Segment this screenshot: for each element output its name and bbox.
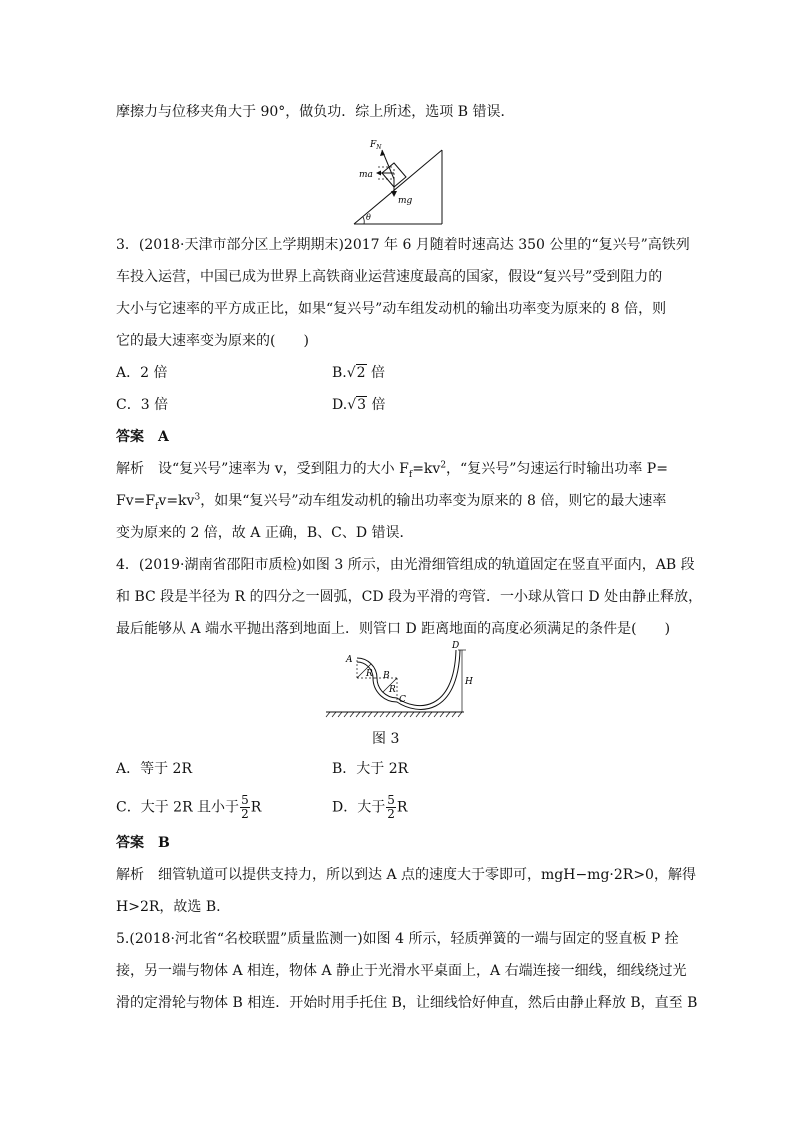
label-b: B bbox=[383, 671, 390, 681]
incline-force-diagram bbox=[350, 136, 450, 228]
label-c: C bbox=[399, 695, 406, 705]
label-r2: R bbox=[389, 685, 396, 695]
fn-label: $F_N$ bbox=[370, 140, 382, 151]
q5-line-2: 接，另一端与物体 A 相连，物体 A 静止于光滑水平桌面上，A 右端连接一细线，细线绕过光 bbox=[116, 963, 687, 979]
q3-option-c: C．3 倍 bbox=[116, 397, 169, 413]
q4-line-1: 4．(2019·湖南省邵阳市质检)如图 3 所示，由光滑细管组成的轨道固定在竖直平面内，AB 段 bbox=[116, 557, 695, 573]
q4-explanation-2: H>2R，故选 B. bbox=[116, 899, 221, 915]
text-line: 摩擦力与位移夹角大于 90°，做负功．综上所述，选项 B 错误． bbox=[116, 104, 515, 120]
q3-option-a: A．2 倍 bbox=[116, 365, 168, 381]
q4-line-3: 最后能够从 A 端水平抛出落到地面上．则管口 D 距离地面的高度必须满足的条件是( ) bbox=[116, 621, 671, 637]
q3-explanation-1: 解析 设“复兴号”速率为 v，受到阻力的大小 $F_f=kv^2$，“复兴号”匀速运行时输出功率 P= bbox=[116, 460, 668, 480]
q3-option-d: D.√3 倍 bbox=[332, 397, 386, 413]
track-diagram bbox=[322, 640, 472, 720]
q3-line-2: 车投入运营，中国已成为世界上高铁商业运营速度最高的国家，假设“复兴号”受到阻力的 bbox=[116, 269, 663, 285]
q5-line-3: 滑的定滑轮与物体 B 相连．开始时用手托住 B，让细线恰好伸直，然后由静止释放 B，直至 B bbox=[116, 995, 698, 1011]
figure-3-caption: 图 3 bbox=[372, 731, 400, 747]
q3-line-1: 3．(2018·天津市部分区上学期期末)2017 年 6 月随着时速高达 350 公里的“复兴号”高铁列 bbox=[116, 237, 690, 253]
q5-line-1: 5.(2018·河北省“名校联盟”质量监测一)如图 4 所示，轻质弹簧的一端与固定的竖直板 P 拴 bbox=[116, 931, 679, 947]
ma-label: ma bbox=[359, 170, 373, 180]
q4-option-a: A．等于 2R bbox=[116, 761, 193, 777]
q3-line-3: 大小与它速率的平方成正比，如果“复兴号”动车组发动机的输出功率变为原来的 8 倍，则 bbox=[116, 301, 667, 317]
label-h: H bbox=[465, 677, 473, 687]
theta-label: θ bbox=[366, 213, 371, 222]
q3-explanation-3: 变为原来的 2 倍，故 A 正确，B、C、D 错误． bbox=[116, 525, 414, 541]
q3-answer: 答案 A bbox=[116, 429, 169, 445]
label-a: A bbox=[346, 655, 353, 665]
q4-option-b: B．大于 2R bbox=[332, 761, 409, 777]
q3-line-4: 它的最大速率变为原来的( ) bbox=[116, 333, 309, 349]
q4-explanation-1: 解析 细管轨道可以提供支持力，所以到达 A 点的速度大于零即可，mgH−mg·2R>0，解得 bbox=[116, 867, 696, 883]
q4-line-2: 和 BC 段是半径为 R 的四分之一圆弧，CD 段为平滑的弯管．一小球从管口 D 处由静止释放， bbox=[116, 589, 703, 605]
q4-option-d: D．大于 $\frac{5}{2}$ R bbox=[332, 793, 408, 821]
label-r1: R bbox=[366, 669, 373, 679]
mg-label: mg bbox=[398, 196, 413, 206]
q3-option-b: B.√2 倍 bbox=[332, 365, 386, 381]
label-d: D bbox=[452, 641, 460, 651]
q4-option-c: C．大于 2R 且小于 $\frac{5}{2}$ R bbox=[116, 793, 262, 821]
tube-inner bbox=[357, 650, 460, 709]
q4-answer: 答案 B bbox=[116, 835, 170, 851]
q3-explanation-2: $Fv=F_fv=kv^3$，如果“复兴号”动车组发动机的输出功率变为原来的 8 倍，则它的最大速率 bbox=[116, 492, 667, 512]
